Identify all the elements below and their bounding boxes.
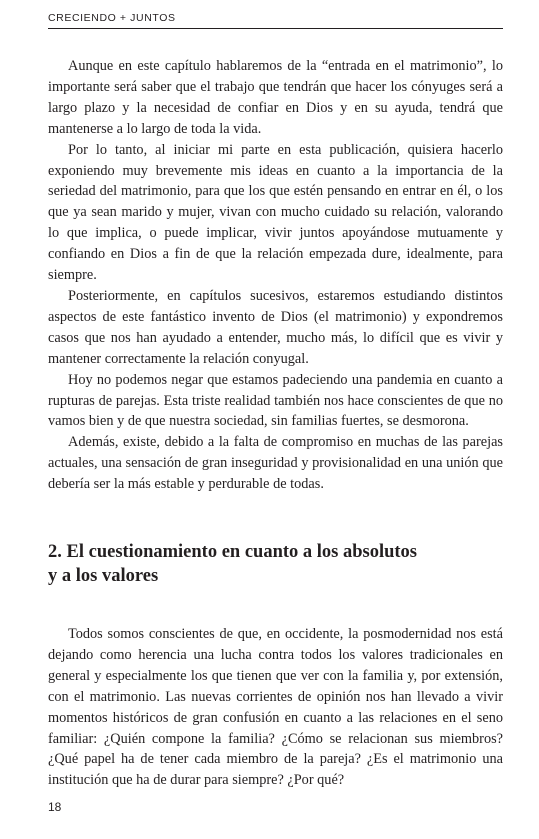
running-title: CRECIENDO + JUNTOS — [48, 12, 176, 24]
paragraph: Posteriormente, en capítulos sucesivos, estaremos estudiando distintos aspectos de este fantástico invento de Dios (el matrimonio) y expondremos casos que nos han ayudado a entender, mucho más, lo difícil que es vivir y mantener correctamente la relación conyugal. — [48, 287, 503, 367]
section-body — [48, 624, 503, 791]
paragraph: Hoy no podemos negar que estamos padeciendo una pandemia en cuanto a rupturas de parejas. Esta triste realidad también nos hace conscientes de que no vamos bien y de que nuestra sociedad, sin familias fuertes, se desmorona. — [48, 371, 503, 430]
section-heading-line-1: 2. El cuestionamiento en cuanto a los absolutos — [48, 542, 418, 562]
section-heading — [48, 540, 503, 588]
section-2 — [48, 540, 503, 791]
section-heading-line-2: y a los valores — [48, 566, 159, 586]
page-number: 18 — [48, 800, 62, 814]
paragraph: Aunque en este capítulo hablaremos de la “entrada en el matrimonio”, lo importante será saber que el trabajo que tendrán que hacer los cónyuges será a largo plazo y la necesidad de confiar en Dios y en su ayuda, tendrá que mantenerse a lo largo de toda la vida. — [48, 58, 503, 137]
paragraph: Por lo tanto, al iniciar mi parte en esta publicación, quisiera hacerlo exponiendo muy brevemente mis ideas en cuanto a la importancia de la seriedad del matrimonio, para que los que estén pensando en entrar en él, o los que ya sean marido y mujer, vivan con mucho cuidado su relación, valorando lo que implica, o puede implicar, vivir juntos apoyándose mutuamente y confiando en Dios a fin de que la relación empezada dure, idealmente, para siempre. — [48, 141, 503, 284]
running-head — [48, 12, 503, 29]
body-text — [48, 56, 503, 495]
paragraph: Todos somos conscientes de que, en occidente, la posmodernidad nos está dejando como herencia una lucha contra todos los valores tradicionales en general y especialmente los que tienen que ver con la familia y, por extensión, con el matrimonio. Las nuevas corrientes de opinión nos han llevado a vivir momentos históricos de gran confusión en cuanto a las relaciones en el seno familiar: ¿Quién compone la familia? ¿Cómo se relacionan sus miembros? ¿Qué papel ha de tener cada miembro de la pareja? ¿Es el matrimonio una institución que ha de durar para siempre? ¿Por qué? — [48, 626, 503, 789]
paragraph: Además, existe, debido a la falta de compromiso en muchas de las parejas actuales, una sensación de gran inseguridad y provisionalidad en una unión que debería ser la más estable y perdurable de todas. — [48, 434, 503, 493]
